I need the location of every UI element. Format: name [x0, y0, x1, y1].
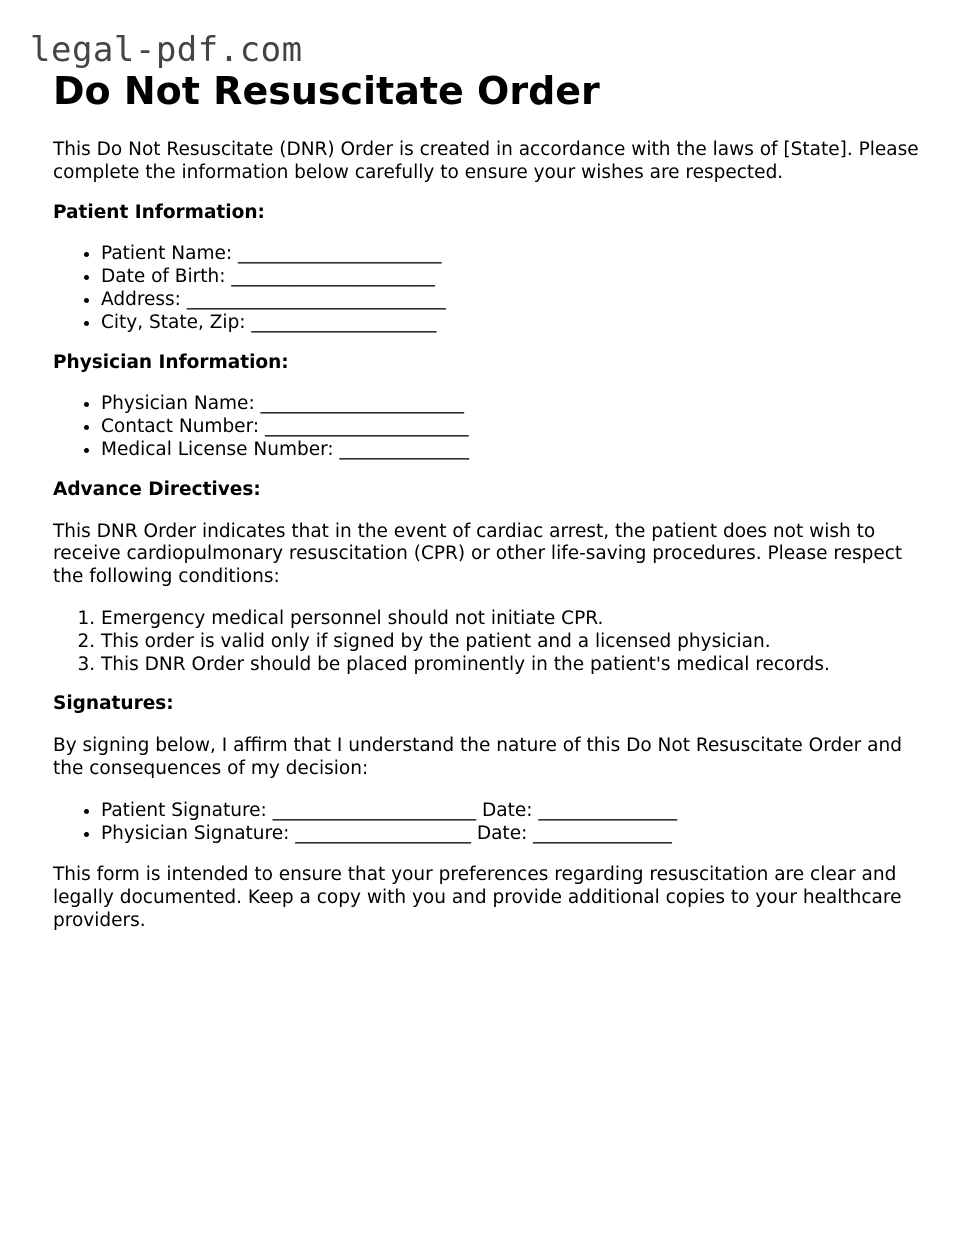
patient-signature-field: • Patient Signature: ______________________ Date: _______________ — [101, 800, 923, 823]
signature-list — [53, 800, 923, 846]
condition-item: 2. This order is valid only if signed by the patient and a licensed physician. — [101, 631, 923, 654]
patient-info-list — [53, 243, 923, 334]
physician-signature-field: • Physician Signature: ___________________ Date: _______________ — [101, 823, 923, 846]
physician-name-field: • Physician Name: ______________________ — [101, 393, 923, 416]
signatures-heading: Signatures: — [53, 693, 174, 715]
contact-number-field: • Contact Number: ______________________ — [101, 416, 923, 439]
address-field: • Address: ____________________________ — [101, 289, 923, 312]
patient-name-field: • Patient Name: ______________________ — [101, 243, 923, 266]
date-of-birth-field: • Date of Birth: ______________________ — [101, 266, 923, 289]
patient-info-heading: Patient Information: — [53, 201, 265, 223]
city-state-zip-field: • City, State, Zip: ____________________ — [101, 312, 923, 335]
advance-directives-paragraph: This DNR Order indicates that in the event of cardiac arrest, the patient does not wish to receive cardiopulmonary resuscitation (CPR) or other life-saving procedures. Please respect the following conditions: — [53, 520, 903, 588]
document-page — [53, 66, 923, 933]
physician-info-list — [53, 393, 923, 461]
condition-item: 3. This DNR Order should be placed prominently in the patient's medical records. — [101, 654, 923, 677]
closing-paragraph: This form is intended to ensure that your preferences regarding resuscitation are clear and legally documented. Keep a copy with you and provide additional copies to your healthcare providers. — [53, 864, 902, 931]
physician-info-heading: Physician Information: — [53, 351, 289, 373]
signatures-paragraph: By signing below, I affirm that I understand the nature of this Do Not Resuscitate Order and the consequences of my decision: — [53, 735, 902, 779]
condition-item: 1. Emergency medical personnel should not initiate CPR. — [101, 608, 923, 631]
intro-paragraph: This Do Not Resuscitate (DNR) Order is created in accordance with the laws of [State]. Please complete the information below carefully to ensure your wishes are respected. — [53, 139, 919, 183]
document-title: Do Not Resuscitate Order — [53, 69, 600, 113]
watermark-logo: legal-pdf.com — [30, 30, 303, 70]
medical-license-field: • Medical License Number: ______________ — [101, 439, 923, 462]
advance-directives-heading: Advance Directives: — [53, 478, 261, 500]
conditions-list — [53, 608, 923, 676]
